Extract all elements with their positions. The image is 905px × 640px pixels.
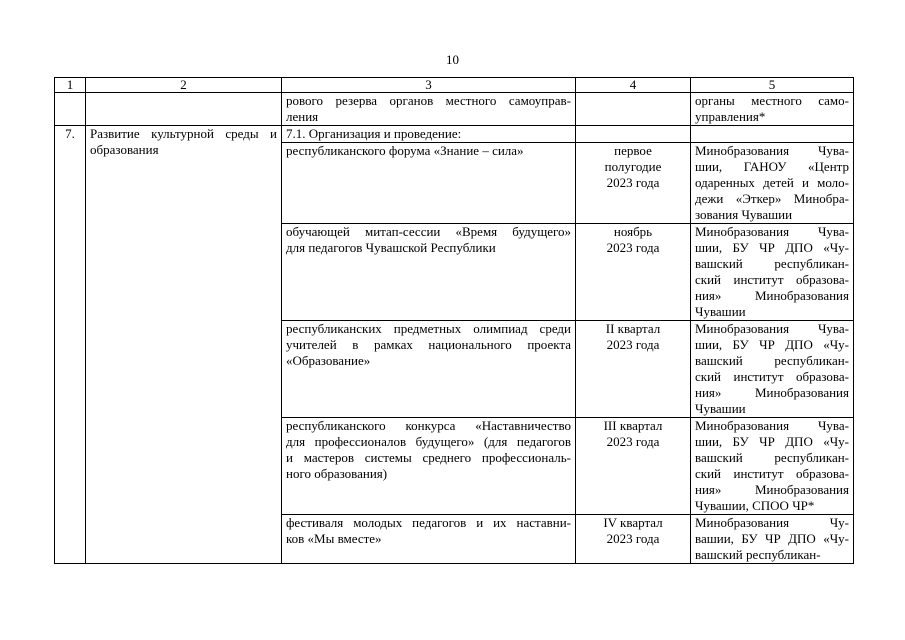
- column-number-5: 5: [691, 78, 854, 93]
- term-cell: [576, 418, 691, 515]
- section-title-line: образования: [90, 142, 159, 157]
- section-title-cell: [86, 126, 282, 564]
- responsible-cell-line: зования Чувашии: [695, 207, 793, 222]
- responsible-cell-line: дежи «Эткер» Минобра-: [695, 191, 849, 206]
- column-number-3: 3: [282, 78, 576, 93]
- activity-cell-line: республиканских предметных олимпиад среди: [286, 321, 571, 336]
- activity-cell-line: «Образование»: [286, 353, 371, 368]
- section-subtitle: 7.1. Организация и проведение:: [282, 126, 576, 143]
- section-term-cell: [576, 126, 691, 143]
- responsible-cell-line: шии, БУ ЧР ДПО «Чу-: [695, 240, 849, 255]
- column-number-4: 4: [576, 78, 691, 93]
- responsible-cell: [691, 515, 854, 564]
- responsible-cell-line: вашский республикан-: [695, 547, 821, 562]
- activity-cell-line: фестиваля молодых педагогов и их наставни-: [286, 515, 571, 530]
- activity-cell: [282, 321, 576, 418]
- carry-over-row: [55, 93, 854, 126]
- term-cell: [576, 224, 691, 321]
- activity-cell-line: республиканского форума «Знание – сила»: [286, 143, 524, 158]
- responsible-cell: [691, 321, 854, 418]
- term-cell-line: IV квартал: [603, 515, 663, 530]
- responsible-cell-line: шии, ГАНОУ «Центр: [695, 159, 849, 174]
- term-cell-line: 2023 года: [606, 240, 660, 255]
- term-cell-line: 2023 года: [606, 337, 660, 352]
- responsible-cell: [691, 418, 854, 515]
- activity-cell: [282, 143, 576, 224]
- term-cell: [576, 143, 691, 224]
- responsible-cell: [691, 143, 854, 224]
- responsible-cell-line: шии, БУ ЧР ДПО «Чу-: [695, 337, 849, 352]
- responsible-cell-line: Минобразования Чува-: [695, 143, 849, 158]
- term-cell-line: II квартал: [605, 321, 661, 336]
- responsible-cell-line: ния» Минобразования: [695, 385, 849, 400]
- term-cell-line: III квартал: [603, 418, 663, 433]
- column-numbers-row: [55, 78, 854, 93]
- term-cell: [576, 515, 691, 564]
- carry-responsible-line: управления*: [695, 109, 766, 124]
- term-cell-line: 2023 года: [606, 531, 660, 546]
- responsible-cell-line: вашии, БУ ЧР ДПО «Чу-: [695, 531, 849, 546]
- activity-cell-line: обучающей митап-сессии «Время будущего»: [286, 224, 571, 239]
- carry-title-cell: [86, 93, 282, 126]
- term-cell: [576, 321, 691, 418]
- carry-activity-line: рового резерва органов местного самоуправ-: [286, 93, 571, 108]
- term-cell-line: 2023 года: [606, 434, 660, 449]
- column-number-1: 1: [55, 78, 86, 93]
- activity-cell-line: учителей в рамках национального проекта: [286, 337, 571, 352]
- responsible-cell-line: Чувашии, СПОО ЧР*: [695, 498, 815, 513]
- responsible-cell-line: Минобразования Чува-: [695, 321, 849, 336]
- responsible-cell-line: Минобразования Чува-: [695, 224, 849, 239]
- responsible-cell-line: ния» Минобразования: [695, 482, 849, 497]
- section-title-line: Развитие культурной среды и: [90, 126, 277, 141]
- section-number: 7.: [55, 126, 86, 564]
- activity-cell-line: и мастеров системы среднего профессиональ-: [286, 450, 571, 465]
- carry-responsible-line: органы местного само-: [695, 93, 849, 108]
- activity-cell: [282, 515, 576, 564]
- term-cell-line: 2023 года: [606, 175, 660, 190]
- responsible-cell-line: Минобразования Чува-: [695, 418, 849, 433]
- responsible-cell-line: вашский республикан-: [695, 256, 849, 271]
- responsible-cell-line: Минобразования Чу-: [695, 515, 849, 530]
- section-row: [55, 126, 854, 143]
- activity-cell-line: для профессионалов будущего» (для педагогов: [286, 434, 571, 449]
- responsible-cell-line: одаренных детей и моло-: [695, 175, 849, 190]
- section-responsible-cell: [691, 126, 854, 143]
- page-number: 10: [446, 52, 459, 67]
- activity-cell-line: республиканского конкурса «Наставничество: [286, 418, 571, 433]
- responsible-cell-line: Чувашии: [695, 304, 746, 319]
- responsible-cell-line: ский институт образова-: [695, 272, 849, 287]
- plan-table: [54, 77, 854, 564]
- responsible-cell-line: ния» Минобразования: [695, 288, 849, 303]
- term-cell-line: полугодие: [604, 159, 662, 174]
- responsible-cell-line: вашский республикан-: [695, 353, 849, 368]
- responsible-cell-line: ский институт образова-: [695, 369, 849, 384]
- carry-responsible-cell: [691, 93, 854, 126]
- responsible-cell-line: вашский республикан-: [695, 450, 849, 465]
- responsible-cell-line: Чувашии: [695, 401, 746, 416]
- activity-cell-line: для педагогов Чувашской Республики: [286, 240, 496, 255]
- activity-cell-line: ков «Мы вместе»: [286, 531, 382, 546]
- term-cell-line: ноябрь: [613, 224, 653, 239]
- plan-table-body: [55, 78, 854, 564]
- term-cell-line: первое: [614, 143, 652, 158]
- carry-activity-line: ления: [286, 109, 319, 124]
- activity-cell-line: ного образования): [286, 466, 388, 481]
- activity-cell: [282, 224, 576, 321]
- activity-cell: [282, 418, 576, 515]
- responsible-cell-line: шии, БУ ЧР ДПО «Чу-: [695, 434, 849, 449]
- column-number-2: 2: [86, 78, 282, 93]
- carry-activity-cell: [282, 93, 576, 126]
- responsible-cell: [691, 224, 854, 321]
- responsible-cell-line: ский институт образова-: [695, 466, 849, 481]
- carry-term-cell: [576, 93, 691, 126]
- carry-number-cell: [55, 93, 86, 126]
